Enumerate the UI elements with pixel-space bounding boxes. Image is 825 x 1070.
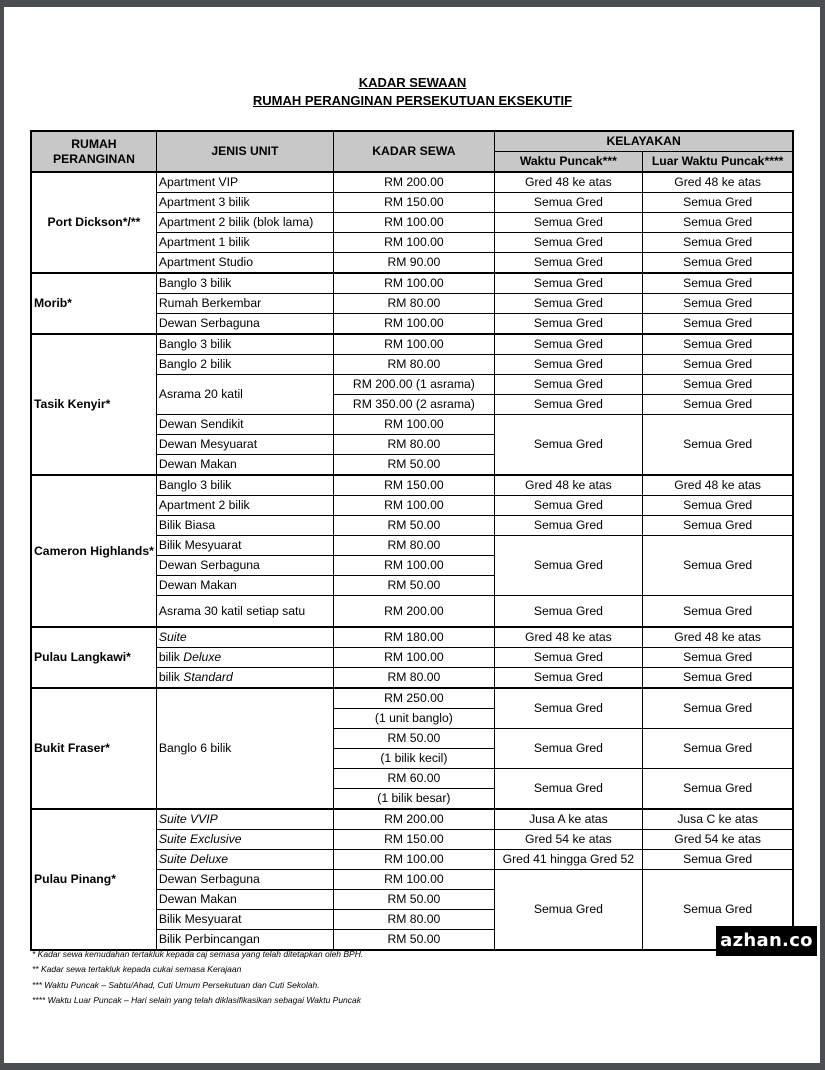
- rental-rate: RM 50.00: [333, 576, 494, 596]
- offpeak-eligibility: Semua Gred: [642, 596, 793, 628]
- unit-type: Banglo 6 bilik: [156, 688, 333, 809]
- rate-note: (1 bilik kecil): [333, 749, 494, 769]
- unit-italic: Suite VVIP: [158, 812, 218, 826]
- rental-rate: RM 80.00: [333, 536, 494, 556]
- unit-type: [156, 809, 333, 830]
- unit-type: Apartment 3 bilik: [156, 193, 333, 213]
- group-pulau-pinang: [31, 809, 793, 950]
- peak-eligibility: Semua Gred: [494, 375, 642, 395]
- unit-type: Dewan Makan: [156, 890, 333, 910]
- unit-type: Bilik Mesyuarat: [156, 536, 333, 556]
- offpeak-eligibility: Semua Gred: [642, 536, 793, 596]
- offpeak-eligibility: Semua Gred: [642, 850, 793, 870]
- peak-eligibility: Semua Gred: [494, 648, 642, 668]
- offpeak-eligibility: Semua Gred: [642, 688, 793, 729]
- location-name: Tasik Kenyir*: [31, 334, 156, 475]
- rental-rate: RM 150.00: [333, 475, 494, 496]
- peak-eligibility: Semua Gred: [494, 729, 642, 769]
- offpeak-eligibility: Semua Gred: [642, 870, 793, 951]
- unit-type: Dewan Sendikit: [156, 415, 333, 435]
- peak-eligibility: Semua Gred: [494, 273, 642, 294]
- rental-rate: RM 350.00 (2 asrama): [333, 395, 494, 415]
- rental-rate: RM 50.00: [333, 455, 494, 476]
- table-row: [31, 627, 793, 648]
- unit-type: Banglo 2 bilik: [156, 355, 333, 375]
- group-port-dickson: [31, 172, 793, 273]
- offpeak-eligibility: Semua Gred: [642, 516, 793, 536]
- footnote: *** Waktu Puncak – Sabtu/Ahad, Cuti Umum Persekutuan dan Cuti Sekolah.: [32, 979, 320, 990]
- document-title: KADAR SEWAAN: [358, 75, 467, 90]
- offpeak-eligibility: Semua Gred: [642, 253, 793, 274]
- rate-note: (1 bilik besar): [333, 789, 494, 810]
- unit-type: Dewan Mesyuarat: [156, 435, 333, 455]
- offpeak-eligibility: Semua Gred: [642, 213, 793, 233]
- peak-eligibility: Semua Gred: [494, 415, 642, 476]
- unit-type: Rumah Berkembar: [156, 294, 333, 314]
- unit-type: Dewan Serbaguna: [156, 870, 333, 890]
- rental-rate: RM 100.00: [333, 233, 494, 253]
- rental-rate: RM 60.00: [333, 769, 494, 789]
- location-name: Bukit Fraser*: [31, 688, 156, 809]
- offpeak-eligibility: Semua Gred: [642, 294, 793, 314]
- watermark: azhan.co: [716, 926, 817, 956]
- rental-rate: RM 200.00 (1 asrama): [333, 375, 494, 395]
- rental-rate: RM 100.00: [333, 850, 494, 870]
- rental-rate: RM 180.00: [333, 627, 494, 648]
- peak-eligibility: Semua Gred: [494, 769, 642, 810]
- table-row: [31, 475, 793, 496]
- offpeak-eligibility: Gred 48 ke atas: [642, 475, 793, 496]
- group-bukit-fraser: [31, 688, 793, 809]
- unit-type: Apartment 2 bilik: [156, 496, 333, 516]
- header-luar-waktu-puncak: Luar Waktu Puncak****: [642, 152, 793, 173]
- offpeak-eligibility: Semua Gred: [642, 334, 793, 355]
- group-cameron-highlands: [31, 475, 793, 627]
- rental-rate: RM 100.00: [333, 648, 494, 668]
- rental-rate: RM 100.00: [333, 334, 494, 355]
- rental-rate: RM 150.00: [333, 830, 494, 850]
- unit-italic: Standard: [183, 670, 233, 684]
- peak-eligibility: Gred 41 hingga Gred 52: [494, 850, 642, 870]
- peak-eligibility: Gred 48 ke atas: [494, 627, 642, 648]
- peak-eligibility: Semua Gred: [494, 536, 642, 596]
- offpeak-eligibility: Gred 48 ke atas: [642, 172, 793, 193]
- offpeak-eligibility: Jusa C ke atas: [642, 809, 793, 830]
- unit-type: Dewan Serbaguna: [156, 314, 333, 335]
- rental-rate: RM 80.00: [333, 910, 494, 930]
- location-name: Morib*: [31, 273, 156, 334]
- unit-type: [156, 648, 333, 668]
- rental-rate: RM 250.00: [333, 688, 494, 709]
- unit-italic: Suite Deluxe: [158, 852, 228, 866]
- offpeak-eligibility: Semua Gred: [642, 273, 793, 294]
- rental-rate: RM 50.00: [333, 890, 494, 910]
- table-row: [31, 172, 793, 193]
- rental-rate: RM 100.00: [333, 496, 494, 516]
- unit-type: Banglo 3 bilik: [156, 334, 333, 355]
- offpeak-eligibility: Semua Gred: [642, 314, 793, 335]
- unit-type: Apartment 1 bilik: [156, 233, 333, 253]
- unit-italic: Deluxe: [183, 650, 222, 664]
- peak-eligibility: Gred 48 ke atas: [494, 475, 642, 496]
- unit-type: Dewan Makan: [156, 576, 333, 596]
- table-row: [31, 809, 793, 830]
- table-row: [31, 273, 793, 294]
- unit-type: [156, 668, 333, 689]
- location-name: Pulau Langkawi*: [31, 627, 156, 688]
- rental-rate: RM 100.00: [333, 556, 494, 576]
- peak-eligibility: Semua Gred: [494, 314, 642, 335]
- rental-rate: RM 100.00: [333, 213, 494, 233]
- unit-italic: Suite: [158, 630, 187, 644]
- rental-rate: RM 200.00: [333, 596, 494, 628]
- peak-eligibility: Semua Gred: [494, 193, 642, 213]
- unit-type: Dewan Serbaguna: [156, 556, 333, 576]
- offpeak-eligibility: Semua Gred: [642, 668, 793, 689]
- offpeak-eligibility: Semua Gred: [642, 233, 793, 253]
- group-pulau-langkawi: [31, 627, 793, 688]
- group-tasik-kenyir: [31, 334, 793, 475]
- group-morib: [31, 273, 793, 334]
- peak-eligibility: Semua Gred: [494, 688, 642, 729]
- unit-type: Banglo 3 bilik: [156, 475, 333, 496]
- location-name: Cameron Highlands*: [31, 475, 156, 627]
- peak-eligibility: Semua Gred: [494, 668, 642, 689]
- rental-rate: RM 150.00: [333, 193, 494, 213]
- offpeak-eligibility: Semua Gred: [642, 355, 793, 375]
- unit-type: Apartment 2 bilik (blok lama): [156, 213, 333, 233]
- table-row: [31, 688, 793, 709]
- footnotes: [32, 947, 363, 1008]
- unit-prefix: bilik: [158, 670, 184, 684]
- rental-rate: RM 100.00: [333, 273, 494, 294]
- rate-note: (1 unit banglo): [333, 709, 494, 729]
- peak-eligibility: Semua Gred: [494, 870, 642, 951]
- unit-type: Bilik Mesyuarat: [156, 910, 333, 930]
- offpeak-eligibility: Gred 48 ke atas: [642, 627, 793, 648]
- footnote: **** Waktu Luar Puncak – Hari selain yang telah diklasifikasikan sebagai Waktu Puncak: [32, 994, 362, 1005]
- peak-eligibility: Semua Gred: [494, 294, 642, 314]
- header-waktu-puncak: Waktu Puncak***: [494, 152, 642, 173]
- rental-rate: RM 50.00: [333, 729, 494, 749]
- offpeak-eligibility: Semua Gred: [642, 496, 793, 516]
- rental-rate: RM 100.00: [333, 415, 494, 435]
- rental-rate: RM 50.00: [333, 516, 494, 536]
- peak-eligibility: Gred 48 ke atas: [494, 172, 642, 193]
- rental-rate: RM 100.00: [333, 870, 494, 890]
- rental-rate: RM 80.00: [333, 668, 494, 689]
- header-kelayakan: KELAYAKAN: [494, 131, 793, 152]
- rental-rate: RM 80.00: [333, 435, 494, 455]
- unit-type: Apartment VIP: [156, 172, 333, 193]
- peak-eligibility: Semua Gred: [494, 596, 642, 628]
- offpeak-eligibility: Gred 54 ke atas: [642, 830, 793, 850]
- unit-type: Dewan Makan: [156, 455, 333, 476]
- peak-eligibility: Semua Gred: [494, 334, 642, 355]
- offpeak-eligibility: Semua Gred: [642, 193, 793, 213]
- rental-rate: RM 200.00: [333, 809, 494, 830]
- table-row: [31, 334, 793, 355]
- offpeak-eligibility: Semua Gred: [642, 769, 793, 810]
- offpeak-eligibility: Semua Gred: [642, 375, 793, 395]
- rental-rate: RM 90.00: [333, 253, 494, 274]
- rental-rate: RM 100.00: [333, 314, 494, 335]
- header-kadar-sewa: KADAR SEWA: [333, 131, 494, 172]
- unit-type: [156, 850, 333, 870]
- peak-eligibility: Semua Gred: [494, 395, 642, 415]
- footnote: * Kadar sewa kemudahan tertakluk kepada caj semasa yang telah ditetapkan oleh BPH.: [32, 949, 364, 959]
- offpeak-eligibility: Semua Gred: [642, 648, 793, 668]
- unit-type: Asrama 30 katil setiap satu: [156, 596, 333, 628]
- peak-eligibility: Semua Gred: [494, 355, 642, 375]
- rental-rate: RM 50.00: [333, 930, 494, 951]
- peak-eligibility: Semua Gred: [494, 496, 642, 516]
- peak-eligibility: Jusa A ke atas: [494, 809, 642, 830]
- footnote: ** Kadar sewa tertakluk kepada cukai semasa Kerajaan: [32, 964, 242, 975]
- peak-eligibility: Semua Gred: [494, 253, 642, 274]
- header-rumah: RUMAH PERANGINAN: [31, 131, 156, 172]
- rental-rate: RM 80.00: [333, 355, 494, 375]
- peak-eligibility: Semua Gred: [494, 213, 642, 233]
- offpeak-eligibility: Semua Gred: [642, 729, 793, 769]
- peak-eligibility: Semua Gred: [494, 233, 642, 253]
- unit-type: Bilik Biasa: [156, 516, 333, 536]
- offpeak-eligibility: Semua Gred: [642, 395, 793, 415]
- offpeak-eligibility: Semua Gred: [642, 415, 793, 476]
- unit-type: [156, 830, 333, 850]
- unit-type: Asrama 20 katil: [156, 375, 333, 415]
- peak-eligibility: Gred 54 ke atas: [494, 830, 642, 850]
- unit-prefix: bilik: [158, 650, 184, 664]
- unit-type: Apartment Studio: [156, 253, 333, 274]
- header-jenis-unit: JENIS UNIT: [156, 131, 333, 172]
- unit-type: Bilik Perbincangan: [156, 930, 333, 951]
- rental-rate: RM 80.00: [333, 294, 494, 314]
- table-header: [31, 131, 793, 172]
- rates-table: [30, 130, 794, 951]
- location-name: Pulau Pinang*: [31, 809, 156, 950]
- unit-type: Banglo 3 bilik: [156, 273, 333, 294]
- rental-rate: RM 200.00: [333, 172, 494, 193]
- location-name: Port Dickson*/**: [31, 172, 156, 273]
- unit-type: [156, 627, 333, 648]
- document-subtitle: RUMAH PERANGINAN PERSEKUTUAN EKSEKUTIF: [252, 93, 573, 108]
- peak-eligibility: Semua Gred: [494, 516, 642, 536]
- unit-italic: Suite Exclusive: [158, 832, 242, 846]
